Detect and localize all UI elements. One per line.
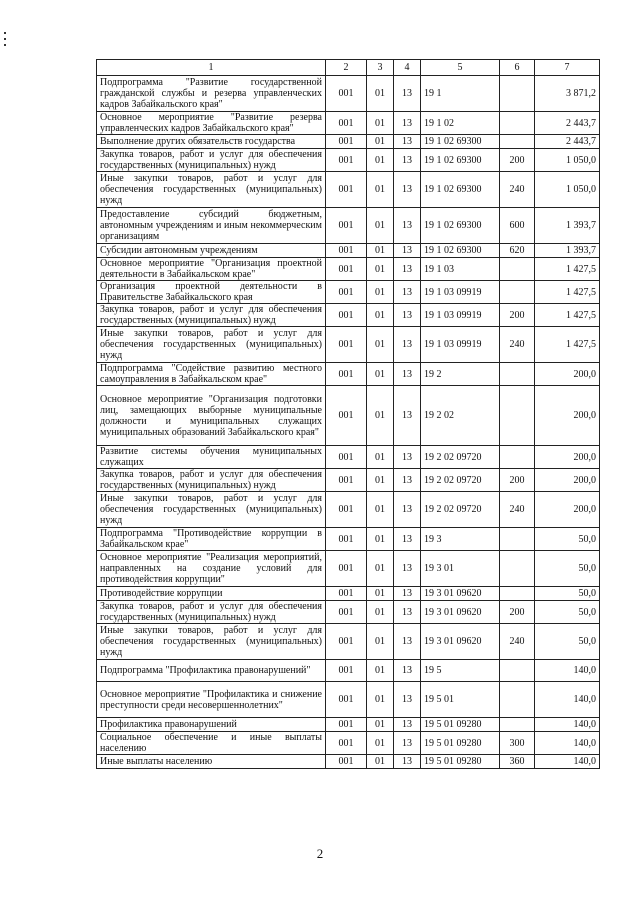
kvsr-code: 001 <box>326 755 367 769</box>
row-name: Закупка товаров, работ и услуг для обеспечения государственных (муниципальных) нужд <box>97 304 326 327</box>
section-code: 01 <box>367 258 394 281</box>
amount: 50,0 <box>535 601 600 624</box>
kvsr-code: 001 <box>326 587 367 601</box>
expense-type <box>500 718 535 732</box>
budget-table <box>96 59 600 769</box>
target-article: 19 1 03 09919 <box>421 327 500 363</box>
kvsr-code: 001 <box>326 327 367 363</box>
subsection-code: 13 <box>394 660 421 682</box>
row-name: Основное мероприятие "Организация проектной деятельности в Забайкальском крае" <box>97 258 326 281</box>
kvsr-code: 001 <box>326 551 367 587</box>
expense-type: 200 <box>500 469 535 492</box>
section-code: 01 <box>367 718 394 732</box>
kvsr-code: 001 <box>326 363 367 386</box>
subsection-code: 13 <box>394 112 421 135</box>
table-row <box>97 112 600 135</box>
target-article: 19 1 03 09919 <box>421 304 500 327</box>
kvsr-code: 001 <box>326 624 367 660</box>
kvsr-code: 001 <box>326 528 367 551</box>
section-code: 01 <box>367 281 394 304</box>
table-row <box>97 149 600 172</box>
expense-type <box>500 386 535 446</box>
section-code: 01 <box>367 682 394 718</box>
table-row <box>97 587 600 601</box>
target-article: 19 2 02 09720 <box>421 469 500 492</box>
amount: 2 443,7 <box>535 135 600 149</box>
section-code: 01 <box>367 469 394 492</box>
subsection-code: 13 <box>394 327 421 363</box>
section-code: 01 <box>367 135 394 149</box>
subsection-code: 13 <box>394 624 421 660</box>
section-code: 01 <box>367 327 394 363</box>
table-row <box>97 386 600 446</box>
subsection-code: 13 <box>394 755 421 769</box>
row-name: Развитие системы обучения муниципальных служащих <box>97 446 326 469</box>
kvsr-code: 001 <box>326 386 367 446</box>
row-name: Закупка товаров, работ и услуг для обеспечения государственных (муниципальных) нужд <box>97 469 326 492</box>
expense-type: 200 <box>500 149 535 172</box>
expense-type: 240 <box>500 492 535 528</box>
amount: 50,0 <box>535 624 600 660</box>
header-cell: 5 <box>421 60 500 76</box>
table-row <box>97 281 600 304</box>
subsection-code: 13 <box>394 244 421 258</box>
kvsr-code: 001 <box>326 718 367 732</box>
table-row <box>97 244 600 258</box>
amount: 1 427,5 <box>535 258 600 281</box>
header-row <box>97 60 600 76</box>
target-article: 19 1 02 69300 <box>421 244 500 258</box>
target-article: 19 3 01 <box>421 551 500 587</box>
amount: 1 427,5 <box>535 327 600 363</box>
kvsr-code: 001 <box>326 660 367 682</box>
subsection-code: 13 <box>394 682 421 718</box>
kvsr-code: 001 <box>326 76 367 112</box>
table-row <box>97 363 600 386</box>
section-code: 01 <box>367 112 394 135</box>
target-article: 19 3 01 09620 <box>421 601 500 624</box>
kvsr-code: 001 <box>326 112 367 135</box>
expense-type: 620 <box>500 244 535 258</box>
target-article: 19 2 02 09720 <box>421 446 500 469</box>
header-cell: 3 <box>367 60 394 76</box>
target-article: 19 1 02 69300 <box>421 149 500 172</box>
table-row <box>97 327 600 363</box>
kvsr-code: 001 <box>326 208 367 244</box>
expense-type: 300 <box>500 732 535 755</box>
table-row <box>97 551 600 587</box>
subsection-code: 13 <box>394 469 421 492</box>
row-name: Профилактика правонарушений <box>97 718 326 732</box>
target-article: 19 1 02 <box>421 112 500 135</box>
section-code: 01 <box>367 244 394 258</box>
table-row <box>97 208 600 244</box>
header-cell: 7 <box>535 60 600 76</box>
expense-type <box>500 587 535 601</box>
target-article: 19 1 03 09919 <box>421 281 500 304</box>
row-name: Закупка товаров, работ и услуг для обеспечения государственных (муниципальных) нужд <box>97 149 326 172</box>
subsection-code: 13 <box>394 732 421 755</box>
section-code: 01 <box>367 732 394 755</box>
expense-type: 360 <box>500 755 535 769</box>
section-code: 01 <box>367 492 394 528</box>
expense-type <box>500 135 535 149</box>
row-name: Иные закупки товаров, работ и услуг для обеспечения государственных (муниципальных) нужд <box>97 172 326 208</box>
row-name: Основное мероприятие "Организация подготовки лиц, замещающих выборные муниципальные должности и муниципальных служащих муниципальных образований Забайкальского края" <box>97 386 326 446</box>
subsection-code: 13 <box>394 208 421 244</box>
kvsr-code: 001 <box>326 149 367 172</box>
table-row <box>97 492 600 528</box>
amount: 1 427,5 <box>535 281 600 304</box>
kvsr-code: 001 <box>326 172 367 208</box>
amount: 50,0 <box>535 551 600 587</box>
row-name: Иные закупки товаров, работ и услуг для обеспечения государственных (муниципальных) нужд <box>97 492 326 528</box>
section-code: 01 <box>367 304 394 327</box>
section-code: 01 <box>367 446 394 469</box>
expense-type: 240 <box>500 624 535 660</box>
section-code: 01 <box>367 149 394 172</box>
subsection-code: 13 <box>394 551 421 587</box>
target-article: 19 3 01 09620 <box>421 624 500 660</box>
table-row <box>97 528 600 551</box>
subsection-code: 13 <box>394 135 421 149</box>
row-name: Подпрограмма "Противодействие коррупции в Забайкальском крае" <box>97 528 326 551</box>
table-row <box>97 732 600 755</box>
row-name: Субсидии автономным учреждениям <box>97 244 326 258</box>
subsection-code: 13 <box>394 304 421 327</box>
amount: 3 871,2 <box>535 76 600 112</box>
section-code: 01 <box>367 551 394 587</box>
table-row <box>97 601 600 624</box>
section-code: 01 <box>367 172 394 208</box>
row-name: Социальное обеспечение и иные выплаты населению <box>97 732 326 755</box>
target-article: 19 2 <box>421 363 500 386</box>
amount: 1 393,7 <box>535 244 600 258</box>
header-cell: 1 <box>97 60 326 76</box>
target-article: 19 2 02 09720 <box>421 492 500 528</box>
table-row <box>97 660 600 682</box>
row-name: Иные закупки товаров, работ и услуг для обеспечения государственных (муниципальных) нужд <box>97 327 326 363</box>
row-name: Организация проектной деятельности в Правительстве Забайкальского края <box>97 281 326 304</box>
amount: 1 427,5 <box>535 304 600 327</box>
expense-type <box>500 363 535 386</box>
table-row <box>97 304 600 327</box>
amount: 140,0 <box>535 718 600 732</box>
section-code: 01 <box>367 363 394 386</box>
table-row <box>97 76 600 112</box>
row-name: Основное мероприятие "Развитие резерва управленческих кадров Забайкальского края" <box>97 112 326 135</box>
expense-type <box>500 682 535 718</box>
target-article: 19 5 01 09280 <box>421 718 500 732</box>
expense-type <box>500 112 535 135</box>
subsection-code: 13 <box>394 528 421 551</box>
row-name: Подпрограмма "Содействие развитию местного самоуправления в Забайкальском крае" <box>97 363 326 386</box>
table-row <box>97 718 600 732</box>
row-name: Подпрограмма "Профилактика правонарушений" <box>97 660 326 682</box>
section-code: 01 <box>367 755 394 769</box>
expense-type <box>500 446 535 469</box>
target-article: 19 5 01 09280 <box>421 732 500 755</box>
expense-type <box>500 528 535 551</box>
section-code: 01 <box>367 386 394 446</box>
row-name: Иные закупки товаров, работ и услуг для обеспечения государственных (муниципальных) нужд <box>97 624 326 660</box>
subsection-code: 13 <box>394 281 421 304</box>
expense-type <box>500 551 535 587</box>
amount: 140,0 <box>535 732 600 755</box>
table-row <box>97 755 600 769</box>
subsection-code: 13 <box>394 386 421 446</box>
expense-type <box>500 76 535 112</box>
amount: 200,0 <box>535 492 600 528</box>
section-code: 01 <box>367 660 394 682</box>
table-row <box>97 682 600 718</box>
target-article: 19 1 03 <box>421 258 500 281</box>
row-name: Выполнение других обязательств государства <box>97 135 326 149</box>
kvsr-code: 001 <box>326 446 367 469</box>
kvsr-code: 001 <box>326 732 367 755</box>
kvsr-code: 001 <box>326 244 367 258</box>
kvsr-code: 001 <box>326 469 367 492</box>
header-cell: 6 <box>500 60 535 76</box>
expense-type: 200 <box>500 304 535 327</box>
expense-type: 240 <box>500 172 535 208</box>
expense-type: 200 <box>500 601 535 624</box>
target-article: 19 1 <box>421 76 500 112</box>
row-name: Противодействие коррупции <box>97 587 326 601</box>
table-row <box>97 258 600 281</box>
subsection-code: 13 <box>394 601 421 624</box>
expense-type: 240 <box>500 327 535 363</box>
amount: 1 393,7 <box>535 208 600 244</box>
section-code: 01 <box>367 76 394 112</box>
page-number: 2 <box>316 846 324 861</box>
section-code: 01 <box>367 587 394 601</box>
subsection-code: 13 <box>394 492 421 528</box>
expense-type <box>500 281 535 304</box>
row-name: Основное мероприятие "Профилактика и снижение преступности среди несовершеннолетних" <box>97 682 326 718</box>
subsection-code: 13 <box>394 149 421 172</box>
subsection-code: 13 <box>394 172 421 208</box>
amount: 2 443,7 <box>535 112 600 135</box>
table-row <box>97 172 600 208</box>
row-name: Иные выплаты населению <box>97 755 326 769</box>
subsection-code: 13 <box>394 363 421 386</box>
kvsr-code: 001 <box>326 682 367 718</box>
target-article: 19 5 <box>421 660 500 682</box>
section-code: 01 <box>367 208 394 244</box>
subsection-code: 13 <box>394 76 421 112</box>
target-article: 19 1 02 69300 <box>421 172 500 208</box>
kvsr-code: 001 <box>326 492 367 528</box>
subsection-code: 13 <box>394 587 421 601</box>
row-name: Предоставление субсидий бюджетным, автономным учреждениям и иным некоммерческим организациям <box>97 208 326 244</box>
amount: 200,0 <box>535 469 600 492</box>
target-article: 19 2 02 <box>421 386 500 446</box>
table-row <box>97 446 600 469</box>
expense-type <box>500 258 535 281</box>
amount: 140,0 <box>535 755 600 769</box>
subsection-code: 13 <box>394 446 421 469</box>
amount: 1 050,0 <box>535 172 600 208</box>
amount: 140,0 <box>535 682 600 718</box>
margin-mark <box>4 28 7 58</box>
section-code: 01 <box>367 601 394 624</box>
target-article: 19 5 01 <box>421 682 500 718</box>
target-article: 19 3 01 09620 <box>421 587 500 601</box>
amount: 50,0 <box>535 587 600 601</box>
row-name: Закупка товаров, работ и услуг для обеспечения государственных (муниципальных) нужд <box>97 601 326 624</box>
subsection-code: 13 <box>394 718 421 732</box>
amount: 1 050,0 <box>535 149 600 172</box>
expense-type: 600 <box>500 208 535 244</box>
target-article: 19 1 02 69300 <box>421 135 500 149</box>
table-row <box>97 135 600 149</box>
amount: 200,0 <box>535 386 600 446</box>
target-article: 19 3 <box>421 528 500 551</box>
amount: 50,0 <box>535 528 600 551</box>
table-row <box>97 624 600 660</box>
kvsr-code: 001 <box>326 601 367 624</box>
header-cell: 4 <box>394 60 421 76</box>
amount: 200,0 <box>535 446 600 469</box>
kvsr-code: 001 <box>326 281 367 304</box>
amount: 200,0 <box>535 363 600 386</box>
kvsr-code: 001 <box>326 258 367 281</box>
kvsr-code: 001 <box>326 304 367 327</box>
section-code: 01 <box>367 624 394 660</box>
table-row <box>97 469 600 492</box>
row-name: Основное мероприятие "Реализация мероприятий, направленных на создание условий для противодействия коррупции" <box>97 551 326 587</box>
kvsr-code: 001 <box>326 135 367 149</box>
section-code: 01 <box>367 528 394 551</box>
header-cell: 2 <box>326 60 367 76</box>
row-name: Подпрограмма "Развитие государственной гражданской службы и резерва управленческих кадров Забайкальского края" <box>97 76 326 112</box>
target-article: 19 5 01 09280 <box>421 755 500 769</box>
amount: 140,0 <box>535 660 600 682</box>
subsection-code: 13 <box>394 258 421 281</box>
expense-type <box>500 660 535 682</box>
target-article: 19 1 02 69300 <box>421 208 500 244</box>
